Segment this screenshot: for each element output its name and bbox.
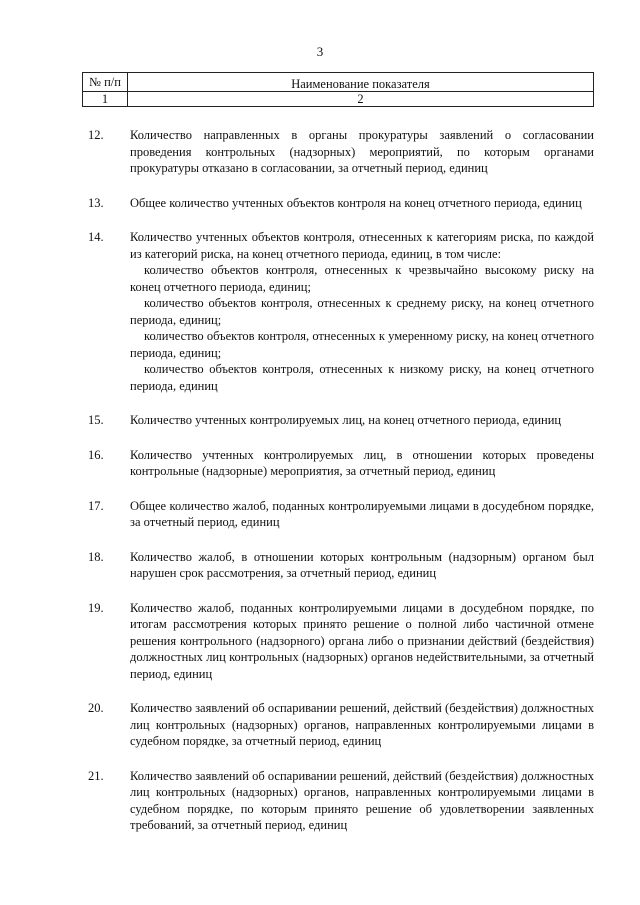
indicator-number: 19. [88, 600, 104, 615]
indicator-description: Количество учтенных контролируемых лиц, на конец отчетного периода, единиц [130, 413, 562, 427]
indicator-text [130, 447, 594, 480]
indicator-number: 20. [88, 701, 104, 715]
indicator-item [82, 127, 594, 177]
indicator-subitem: количество объектов контроля, отнесенных к умеренному риску, на конец отчетного периода, единиц; [130, 329, 594, 360]
indicator-description: Количество жалоб, поданных контролируемыми лицами в досудебном порядке, по итогам рассмотрения которых принято решение о полной либо частичной отмене решения контрольного (надзорного) органа либо о признании действий (бездействия) должностных лиц контрольных (надзорных) органов недействительными, за отчетный период, единиц [130, 600, 594, 681]
indicator-description: Количество жалоб, в отношении которых контрольным (надзорным) органом был нарушен срок рассмотрения, за отчетный период, единиц [130, 549, 594, 580]
indicator-number: 12. [88, 128, 104, 142]
indicator-text [130, 600, 594, 683]
indicator-number: 21. [88, 768, 104, 783]
indicator-item [82, 498, 594, 531]
indicator-table-header [82, 72, 594, 107]
page-number: 3 [316, 44, 324, 59]
indicator-description: Количество направленных в органы прокуратуры заявлений о согласовании проведения контрольных (надзорных) мероприятий, по которым органами прокуратуры отказано в согласовании, за отчетный период, единиц [130, 128, 594, 175]
indicator-item [82, 768, 594, 834]
indicator-item [82, 229, 594, 394]
indicator-text [130, 229, 594, 394]
indicator-list [82, 127, 594, 834]
indicator-number: 17. [88, 498, 104, 513]
indicator-description: Общее количество жалоб, поданных контролируемыми лицами в досудебном порядке, за отчетный период, единиц [130, 498, 594, 529]
header-number-cell: № п/п [83, 73, 128, 92]
indicator-subitem: количество объектов контроля, отнесенных к среднему риску, на конец отчетного периода, единиц; [130, 296, 594, 327]
indicator-description: Количество заявлений об оспаривании решений, действий (бездействия) должностных лиц контрольных (надзорных) органов, направленных контролируемыми лицами в судебном порядке, за отчетный период, единиц [130, 701, 594, 748]
indicator-text [130, 412, 594, 429]
indicator-text [130, 498, 594, 531]
indicator-item [82, 195, 594, 212]
header-index-2: 2 [128, 92, 594, 107]
indicator-item [82, 447, 594, 480]
indicator-text [130, 549, 594, 582]
indicator-subitem: количество объектов контроля, отнесенных к низкому риску, на конец отчетного периода, единиц [130, 362, 594, 393]
indicator-item [82, 600, 594, 683]
indicator-description: Количество заявлений об оспаривании решений, действий (бездействия) должностных лиц контрольных (надзорных) органов, направленных контролируемыми лицами в судебном порядке, по которым принято решение об удовлетворении заявленных требований, за отчетный период, единиц [130, 768, 594, 832]
indicator-item [82, 549, 594, 582]
indicator-description: Количество учтенных контролируемых лиц, в отношении которых проведены контрольные (надзорные) мероприятия, за отчетный период, единиц [130, 447, 594, 478]
indicator-item [82, 412, 594, 429]
indicator-number: 13. [88, 195, 104, 210]
indicator-number: 14. [88, 230, 104, 244]
indicator-text [130, 700, 594, 750]
indicator-text [130, 768, 594, 834]
indicator-description: Общее количество учтенных объектов контроля на конец отчетного периода, единиц [130, 195, 582, 210]
indicator-text [130, 127, 594, 177]
indicator-subitem: количество объектов контроля, отнесенных к чрезвычайно высокому риску на конец отчетного периода, единиц; [130, 263, 594, 294]
indicator-text [130, 195, 594, 212]
header-index-1: 1 [83, 92, 128, 107]
indicator-number: 18. [88, 549, 104, 564]
header-name-cell: Наименование показателя [128, 73, 594, 92]
indicator-description: Количество учтенных объектов контроля, отнесенных к категориям риска, по каждой из категорий риска, на конец отчетного периода, единиц, в том числе: [130, 230, 594, 261]
indicator-item [82, 700, 594, 750]
indicator-number: 15. [88, 413, 104, 427]
indicator-number: 16. [88, 447, 104, 462]
